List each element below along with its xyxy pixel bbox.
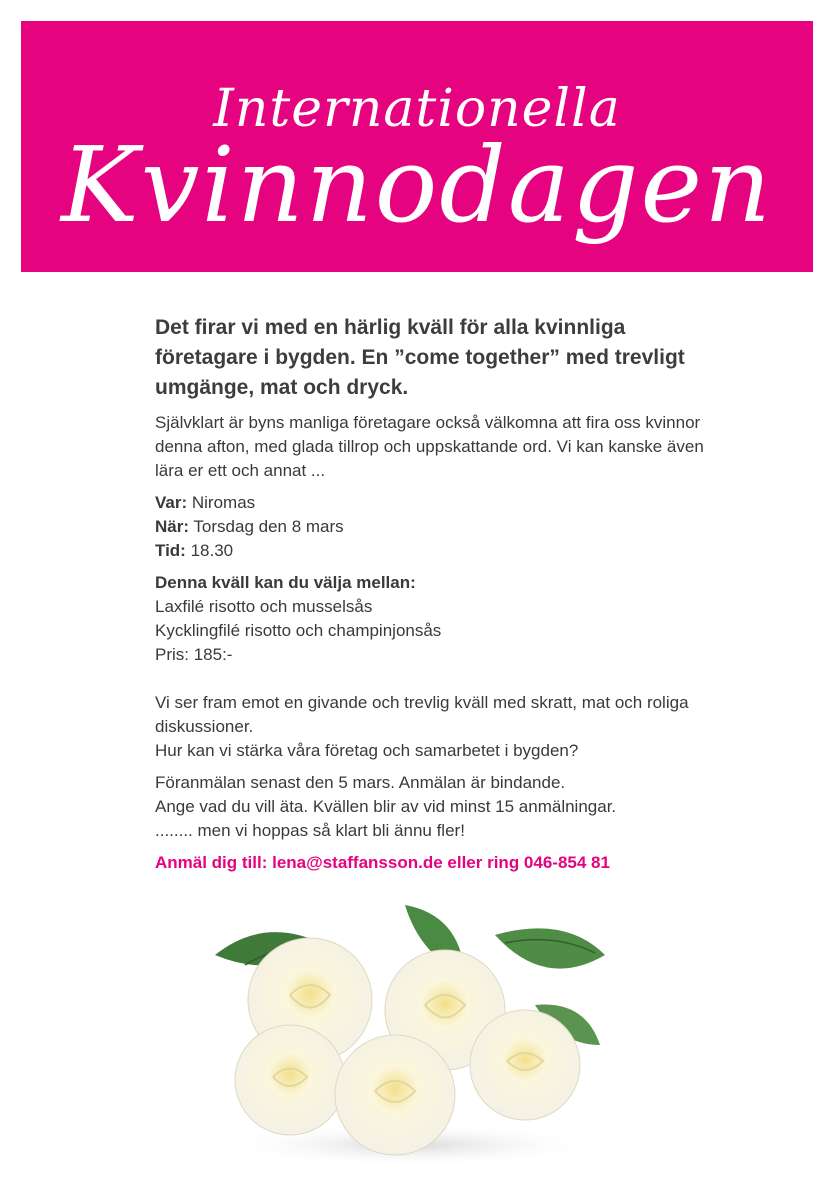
paragraph-question: Hur kan vi stärka våra företag och samarbetet i bygden? xyxy=(155,741,579,760)
detail-time xyxy=(155,539,715,563)
detail-when xyxy=(155,515,715,539)
detail-where xyxy=(155,491,715,515)
paragraph-welcome: Självklart är byns manliga företagare också välkomna att fira oss kvinnor denna afton, med glada tillrop och uppskattande ord. Vi kan kanske även lära er ett och annat ... xyxy=(155,413,704,480)
main-content xyxy=(155,313,715,875)
menu-option-1: Laxfilé risotto och musselsås xyxy=(155,597,373,616)
paragraph-closing: Vi ser fram emot en givande och trevlig kväll med skratt, mat och roliga diskussioner. xyxy=(155,693,689,736)
when-value: Torsdag den 8 mars xyxy=(189,517,344,536)
title-line-1: Internationella xyxy=(213,79,621,139)
title-line-2: Kvinnodagen xyxy=(61,124,773,246)
menu-price: Pris: 185:- xyxy=(155,645,233,664)
when-label: När: xyxy=(155,517,190,536)
header-banner xyxy=(21,21,813,272)
intro-text: Det firar vi med en härlig kväll för alla kvinnliga företagare i bygden. En ”come together” med trevligt umgänge, mat och dryck. xyxy=(155,316,685,399)
where-label: Var: xyxy=(155,493,188,512)
white-roses-image xyxy=(205,895,615,1175)
menu-option-2: Kycklingfilé risotto och champinjonsås xyxy=(155,621,442,640)
event-details xyxy=(155,491,715,563)
menu-heading: Denna kväll kan du välja mellan: xyxy=(155,573,416,592)
time-label: Tid: xyxy=(155,541,186,560)
time-value: 18.30 xyxy=(185,541,234,560)
registration-section xyxy=(155,771,715,843)
menu-section xyxy=(155,571,715,667)
registration-line-1: Föranmälan senast den 5 mars. Anmälan är bindande. xyxy=(155,773,566,792)
contact-line: Anmäl dig till: lena@staffansson.de eller ring 046-854 81 xyxy=(155,853,610,872)
registration-line-2: Ange vad du vill äta. Kvällen blir av vid minst 15 anmälningar. xyxy=(155,797,617,816)
where-value: Niromas xyxy=(187,493,256,512)
registration-line-3: ........ men vi hoppas så klart bli ännu fler! xyxy=(155,821,465,840)
